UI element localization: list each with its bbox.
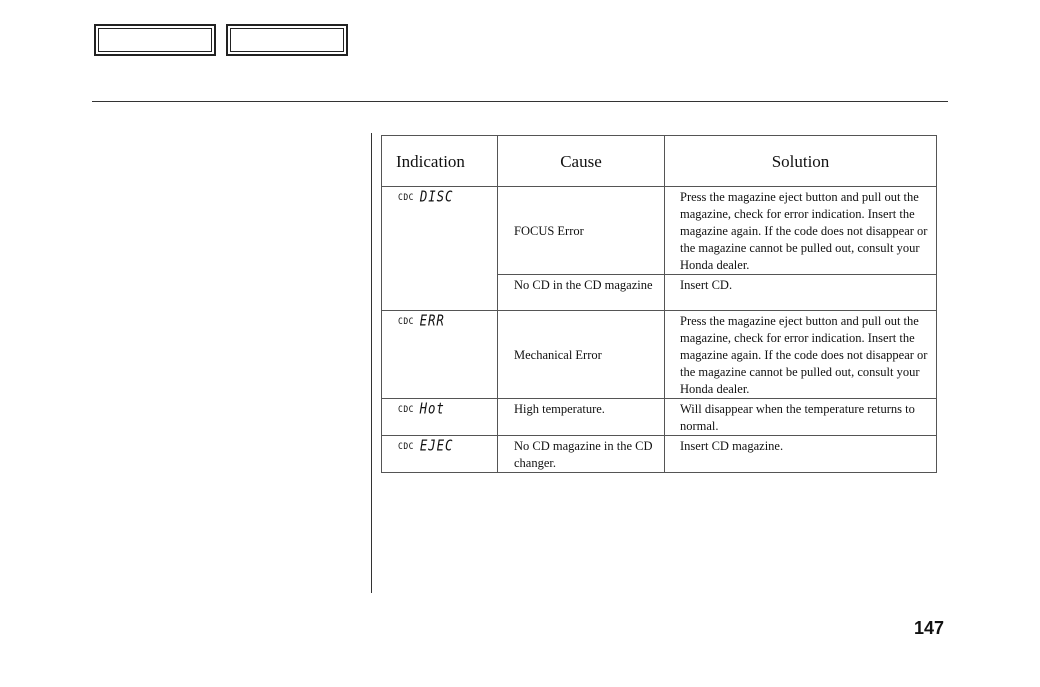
lcd-prefix: CDC (398, 192, 414, 203)
lcd-prefix: CDC (398, 316, 414, 327)
lcd-prefix: CDC (398, 441, 414, 452)
lcd-display-disc (398, 189, 454, 206)
lcd-code: ERR (419, 312, 445, 331)
page-number: 147 (913, 618, 944, 638)
lcd-display-err (398, 313, 445, 330)
cd-changer-error-table (381, 135, 937, 473)
table-row (382, 187, 937, 275)
solution-cell: Insert CD. (665, 275, 937, 311)
solution-cell: Will disappear when the temperature returns to normal. (665, 399, 937, 436)
solution-cell: Insert CD magazine. (665, 436, 937, 473)
lcd-code: DISC (419, 188, 454, 207)
header-cause: Cause (498, 136, 665, 187)
nav-button-2[interactable] (226, 24, 348, 56)
solution-cell: Press the magazine eject button and pull out the magazine, check for error indication. Insert the magazine again. If the code does not disappear or the magazine cannot be pulled out, consult your Honda dealer. (665, 187, 937, 275)
lcd-code: Hot (419, 400, 445, 419)
column-rule (371, 133, 372, 593)
solution-cell: Press the magazine eject button and pull out the magazine, check for error indication. Insert the magazine again. If the code does not disappear or the magazine cannot be pulled out, consult your Honda dealer. (665, 311, 937, 399)
indication-cell (382, 311, 498, 399)
table-header-row (382, 136, 937, 187)
indication-cell (382, 436, 498, 473)
cause-cell: Mechanical Error (498, 311, 665, 399)
indication-cell (382, 399, 498, 436)
table-row (382, 436, 937, 473)
cause-cell: No CD in the CD magazine (498, 275, 665, 311)
lcd-display-hot (398, 401, 445, 418)
nav-button-1[interactable] (94, 24, 216, 56)
header-indication: Indication (382, 136, 498, 187)
header-rule (92, 101, 948, 102)
table-row (382, 311, 937, 399)
cause-cell: No CD magazine in the CD changer. (498, 436, 665, 473)
header-solution: Solution (665, 136, 937, 187)
indication-cell (382, 187, 498, 311)
cause-cell: FOCUS Error (498, 187, 665, 275)
lcd-display-ejec (398, 438, 454, 455)
lcd-code: EJEC (419, 437, 454, 456)
table-row (382, 399, 937, 436)
cause-cell: High temperature. (498, 399, 665, 436)
lcd-prefix: CDC (398, 404, 414, 415)
